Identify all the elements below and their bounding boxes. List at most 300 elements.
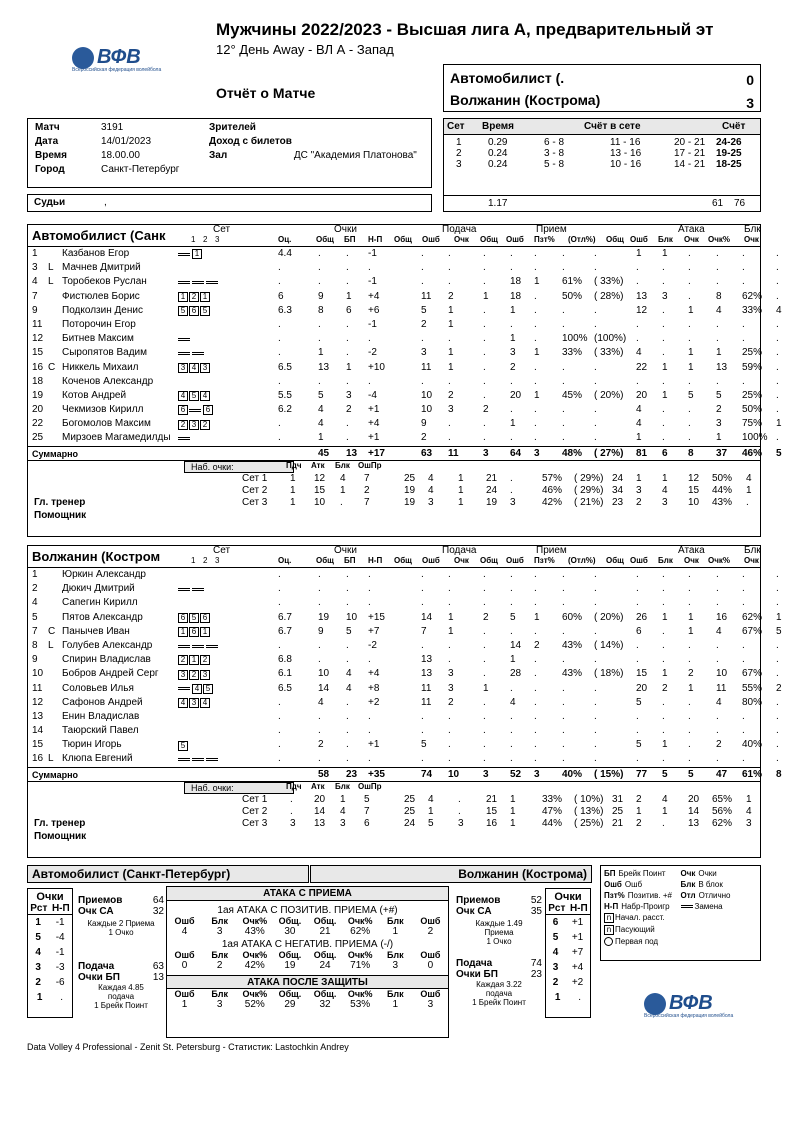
set-stat-cell: 19 — [404, 484, 416, 496]
legend-desc: Отлично — [698, 891, 731, 900]
lineup-box: 6 — [189, 306, 199, 316]
player-name: Тюрин Игорь — [62, 739, 122, 751]
recv-cell: . — [534, 304, 537, 316]
attack-cell: 1 — [688, 304, 694, 316]
set-stat-cell: 33% — [542, 793, 563, 805]
attack-cell: 50% — [742, 404, 763, 416]
serve-cell: . — [421, 710, 424, 722]
set-lineup — [178, 726, 220, 737]
team-name: Автомобилист (Санк — [32, 228, 166, 243]
sets-total-b: 76 — [734, 198, 746, 209]
attack2-title: 1ая АТАКА С НЕГАТИВ. ПРИЕМА (-/) — [221, 939, 394, 950]
rotation-row — [28, 930, 72, 945]
sub-bar — [178, 281, 190, 284]
recv-cell: . — [534, 739, 537, 751]
sum-attack: 61% — [742, 768, 763, 780]
player-number: 1 — [32, 569, 38, 580]
recv-cell: 2 — [534, 639, 540, 651]
col-recv: Прием — [536, 545, 567, 556]
rotation-row — [546, 930, 590, 945]
recv-cell: . — [562, 597, 565, 609]
player-oc: 6.2 — [278, 404, 292, 416]
page-title: Мужчины 2022/2023 - Высшая лига А, предварительный эт — [216, 20, 714, 39]
set-lineup — [178, 627, 211, 638]
l-each: Каждые 2 Приема — [87, 919, 155, 928]
info-right — [208, 121, 418, 163]
attack-cell: . — [662, 583, 665, 595]
attack-cell: . — [662, 569, 665, 580]
serve-cell: 11 — [421, 682, 432, 694]
lineup-box: 6 — [189, 627, 199, 637]
block-cell: 1 — [776, 418, 782, 430]
set-row — [444, 137, 760, 148]
set-stat-cell: 3 — [662, 496, 668, 508]
attack-head: Очк% — [242, 950, 268, 960]
player-name: Мачнев Дмитрий — [62, 262, 141, 274]
sum-recv: 52 — [510, 768, 522, 780]
attack-head: Блк — [211, 989, 229, 999]
col-attack: Атака — [678, 545, 705, 556]
points-cell: +1 — [368, 739, 380, 751]
points-cell: +7 — [368, 625, 380, 637]
attack-cell: . — [662, 347, 665, 359]
legend-key: Н-П — [604, 902, 619, 911]
col-pzt: Пзт% — [534, 556, 555, 565]
block-cell: . — [776, 347, 779, 359]
lineup-box: 5 — [203, 684, 213, 694]
volleyball-logo-icon — [72, 47, 94, 69]
lineup-box: 5 — [189, 391, 199, 401]
attack-cell: 5 — [636, 739, 642, 751]
attack-cell: . — [688, 696, 691, 708]
recv-cell: . — [510, 375, 513, 387]
l-each3: Каждая 4.85 — [98, 983, 144, 992]
set-stat-cell: 13 — [314, 817, 326, 829]
attack-cell: . — [688, 262, 691, 274]
serve-cell: 14 — [421, 611, 433, 623]
sum-serve: 11 — [448, 447, 459, 459]
attack-cell: . — [742, 710, 745, 722]
serve-cell: 13 — [421, 654, 433, 666]
attack-cell: . — [662, 276, 665, 288]
serve-cell: . — [421, 375, 424, 387]
player-pos: L — [48, 639, 54, 651]
serve-cell: . — [483, 625, 486, 637]
attack-cell: 75% — [742, 418, 763, 430]
attack-val: 19 — [284, 960, 296, 971]
lineup-box: 4 — [200, 391, 210, 401]
set-lineup — [178, 754, 220, 765]
points-cell: . — [346, 639, 349, 651]
attack-cell: 2 — [716, 739, 722, 751]
col-np: Н-П — [368, 235, 383, 244]
points-cell: . — [318, 597, 321, 609]
coach-label: Гл. тренер — [34, 496, 86, 508]
set-stat-cell: 24 — [404, 817, 416, 829]
legend-item — [681, 880, 758, 889]
serve-cell: . — [421, 597, 424, 609]
set-stat-cell: 1 — [340, 793, 346, 805]
nab-h: Блк — [335, 781, 350, 791]
nab-h: Атк — [311, 460, 325, 470]
block-cell: . — [776, 333, 779, 345]
rotation-np: -1 — [55, 917, 65, 928]
attack-cell: 25% — [742, 389, 763, 401]
legend-desc: Ошб — [624, 880, 643, 889]
col-osh: Ошб — [422, 556, 440, 565]
attack-cell: . — [662, 625, 665, 637]
points-cell: . — [318, 753, 321, 765]
player-pos: L — [48, 276, 54, 288]
set-stat-cell: 19 — [486, 496, 498, 508]
set-stat-row — [28, 473, 760, 485]
attack-val: 62% — [350, 926, 371, 937]
legend-item — [604, 913, 757, 923]
recv-cell: . — [510, 682, 513, 694]
set-lineup — [178, 249, 217, 260]
player-name: Соловьев Илья — [62, 682, 134, 694]
l-ochsa: 32 — [152, 906, 164, 917]
recv-cell: . — [594, 418, 597, 430]
player-row — [28, 625, 782, 639]
attack-head: Блк — [211, 916, 229, 926]
left-points-box — [27, 888, 73, 1018]
points-cell: . — [346, 248, 349, 259]
attack-cell: . — [716, 276, 719, 288]
set-stat-cell: 62% — [712, 817, 733, 829]
points-cell: +4 — [368, 418, 380, 430]
attack-cell: 1 — [688, 625, 694, 637]
recv-cell: . — [594, 654, 597, 666]
points-cell: . — [346, 432, 349, 444]
player-name: Никкель Михаил — [62, 361, 139, 373]
col-blk_s: Блк — [658, 235, 673, 244]
recv-cell: . — [562, 682, 565, 694]
points-cell: . — [368, 597, 371, 609]
set-cell: 10 - 16 — [610, 159, 642, 170]
attack-cell: . — [688, 290, 691, 302]
recv-cell: . — [594, 696, 597, 708]
set-stat-cell: 3 — [636, 484, 642, 496]
set-stat-cell: 6 — [364, 817, 370, 829]
points-cell: . — [346, 333, 349, 345]
set-stat-cell: 4 — [662, 793, 668, 805]
serve-cell: . — [483, 668, 486, 680]
player-oc: . — [278, 725, 281, 737]
sum-attack: 8 — [688, 447, 694, 459]
points-cell: . — [318, 725, 321, 737]
serve-cell: . — [448, 725, 451, 737]
set-stat-cell: 25 — [404, 472, 416, 484]
set-stat-cell: 1 — [458, 472, 464, 484]
attack-cell: . — [716, 318, 719, 330]
info-left — [34, 121, 180, 177]
legend-item — [604, 869, 681, 878]
spectators-label: Зрителей — [209, 122, 256, 133]
recv-cell: 20 — [510, 389, 522, 401]
points-cell: -1 — [368, 248, 377, 259]
serve-cell: . — [483, 569, 486, 580]
points-cell: . — [346, 569, 349, 580]
attack-cell: 2 — [662, 682, 668, 694]
player-number: 3 — [32, 262, 38, 274]
points-cell: 9 — [318, 290, 324, 302]
points-cell: 1 — [318, 432, 324, 444]
legend-key: Пзт% — [604, 891, 625, 900]
set-stat-cell: 12 — [688, 472, 700, 484]
rotation: 4 — [552, 947, 559, 958]
attack-cell: . — [742, 597, 745, 609]
points-cell: . — [318, 276, 321, 288]
recv-cell: . — [562, 404, 565, 416]
points-cell: +4 — [368, 668, 380, 680]
nab-h: ОшПр — [358, 460, 382, 470]
set-stat-cell: . — [290, 805, 293, 817]
serve-cell: 2 — [448, 389, 454, 401]
player-number: 13 — [32, 710, 44, 722]
attack-cell: 12 — [636, 304, 648, 316]
rotation-row — [28, 960, 72, 975]
attack-cell: 4 — [716, 625, 722, 637]
player-oc: . — [278, 333, 281, 345]
col-ochp: Очк% — [708, 235, 730, 244]
legend-key: Отл — [680, 891, 696, 900]
sum-attack: 5 — [688, 768, 694, 780]
attack-cell: . — [716, 597, 719, 609]
player-oc: . — [278, 418, 281, 430]
city-value: Санкт-Петербург — [101, 164, 180, 175]
block-cell: . — [776, 597, 779, 609]
set-stat-cell: Сет 3 — [242, 817, 268, 829]
recv-cell: . — [594, 262, 597, 274]
attack-head: Общ. — [278, 989, 302, 999]
set-stat-cell: ( 29%) — [574, 472, 604, 484]
score-team2: Волжанин (Кострома) — [450, 92, 601, 108]
attack-head: Очк% — [242, 989, 268, 999]
legend-desc: Брейк Поинт — [618, 869, 666, 878]
player-oc: . — [278, 347, 281, 359]
points-cell: . — [346, 725, 349, 737]
set-stat-cell: . — [662, 817, 665, 829]
legend-item — [681, 869, 758, 878]
sets-h-time: Время — [482, 121, 514, 132]
block-cell: . — [776, 432, 779, 444]
points-cell: . — [346, 347, 349, 359]
points-cell: . — [318, 710, 321, 722]
attack-cell: 62% — [742, 611, 763, 623]
sum-serve: 74 — [421, 768, 433, 780]
r-each2: Приема — [484, 928, 514, 937]
player-number: 11 — [32, 318, 43, 330]
points-cell: 8 — [318, 304, 324, 316]
recv-cell: . — [594, 432, 597, 444]
recv-cell: . — [534, 333, 537, 345]
serve-cell: . — [483, 361, 486, 373]
lineup-box: 2 — [178, 655, 188, 665]
player-oc: 6.8 — [278, 654, 292, 666]
set-lineup — [178, 306, 211, 317]
attack-cell: . — [662, 304, 665, 316]
serve-cell: 1 — [483, 290, 489, 302]
recv-cell: 1 — [510, 333, 516, 345]
recv-cell: 1 — [534, 347, 540, 359]
set-cell: 1 — [456, 137, 462, 148]
attack-cell: 1 — [688, 347, 694, 359]
rotation-row — [546, 960, 590, 975]
set-stat-cell: 44% — [712, 484, 733, 496]
set-stat-cell: 21 — [612, 817, 624, 829]
serve-cell: . — [448, 375, 451, 387]
player-pos: L — [48, 262, 54, 274]
lineup-box: 5 — [178, 741, 188, 751]
rotation: 6 — [552, 917, 559, 928]
rotation-row — [546, 990, 590, 1005]
match-value: 3191 — [101, 122, 124, 133]
points-cell: 4 — [318, 418, 324, 430]
col-set-sub: 3 — [215, 235, 220, 244]
serve-cell: . — [483, 276, 486, 288]
recv-cell: . — [594, 710, 597, 722]
recv-cell: . — [534, 696, 537, 708]
attack-cell: 1 — [716, 347, 722, 359]
set-cell: 24-26 — [716, 137, 742, 148]
serve-cell: 2 — [421, 432, 427, 444]
rotation-np: +1 — [571, 917, 584, 928]
recv-cell: . — [562, 753, 565, 765]
sub-bar — [206, 281, 218, 284]
serve-cell: . — [421, 725, 424, 737]
set-cell: 13 - 16 — [610, 148, 642, 159]
recv-cell: 3 — [510, 347, 516, 359]
attack-val: 2 — [427, 926, 434, 937]
points-cell: . — [368, 262, 371, 274]
set-cell: 11 - 16 — [610, 137, 641, 148]
attack-cell: . — [688, 583, 691, 595]
set-stat-cell: 1 — [662, 805, 668, 817]
set-stat-cell: 3 — [340, 817, 346, 829]
sum-recv: 48% — [562, 447, 583, 459]
sets-total-time: 1.17 — [488, 198, 508, 209]
player-row — [28, 332, 779, 346]
rotation-np: -3 — [55, 962, 65, 973]
set-stat-cell: 44% — [542, 817, 563, 829]
recv-cell: . — [534, 248, 537, 259]
recv-cell: . — [534, 262, 537, 274]
points-cell: . — [368, 710, 371, 722]
set-stat-cell: 2 — [364, 484, 370, 496]
right-summary — [456, 895, 542, 1007]
set-cell: 2 — [456, 148, 462, 159]
attack-cell: . — [688, 569, 691, 580]
coach-label: Гл. тренер — [34, 817, 86, 829]
attack-cell: . — [636, 276, 639, 288]
recv-cell: 1 — [510, 654, 516, 666]
first-serve-icon — [604, 937, 613, 946]
attack-val: 3 — [392, 960, 399, 971]
legend-desc: Замена — [694, 902, 723, 911]
legend-item — [681, 902, 758, 911]
attack-cell: . — [688, 418, 691, 430]
nab-label: Наб. очки: — [184, 782, 294, 794]
time-label: Время — [35, 150, 67, 161]
recv-cell: . — [534, 418, 537, 430]
serve-cell: . — [483, 304, 486, 316]
player-number: 4 — [32, 597, 38, 609]
col-oc: Оц. — [278, 556, 292, 565]
col-serve: Подача — [442, 224, 477, 235]
attack-cell: 20 — [636, 682, 648, 694]
set-lineup — [178, 263, 220, 274]
attack-cell: 16 — [716, 611, 728, 623]
set-stat-cell: 4 — [428, 472, 434, 484]
r-bp-label: Очки БП — [456, 969, 498, 980]
player-row — [28, 611, 782, 625]
block-cell: . — [776, 696, 779, 708]
set-stat-cell: 16 — [486, 817, 498, 829]
recv-cell: 1 — [534, 276, 540, 288]
points-cell: . — [318, 333, 321, 345]
set-stat-cell: 7 — [364, 472, 370, 484]
attack-cell: 4 — [636, 418, 642, 430]
set-stat-cell: 1 — [510, 793, 516, 805]
sum-points: +17 — [368, 447, 385, 459]
player-oc: . — [278, 639, 281, 651]
sub-bar-icon — [681, 905, 693, 908]
attack-cell: . — [742, 248, 745, 259]
attack-head: Общ. — [313, 989, 337, 999]
col-bp: БП — [344, 235, 356, 244]
player-oc: . — [278, 375, 281, 387]
rotation-np: +7 — [571, 947, 584, 958]
points-cell: 14 — [318, 682, 330, 694]
attack-head: Очк% — [347, 950, 373, 960]
sets-total-a: 61 — [712, 198, 724, 209]
col-set-sub: 2 — [203, 556, 208, 565]
serve-cell: 11 — [421, 361, 432, 373]
serve-cell: 1 — [448, 625, 454, 637]
set-stat-cell: . — [510, 472, 513, 484]
recv-cell: . — [510, 569, 513, 580]
sum-points: 13 — [346, 447, 358, 459]
points-cell: -4 — [368, 389, 377, 401]
sum-serve: 10 — [448, 768, 460, 780]
lineup-box: 3 — [178, 670, 188, 680]
player-oc: . — [278, 696, 281, 708]
player-row — [28, 375, 779, 389]
attack-cell: . — [742, 654, 745, 666]
player-oc: . — [278, 318, 281, 330]
sets-h-score-in: Счёт в сете — [584, 121, 641, 132]
attack-cell: 67% — [742, 625, 763, 637]
logo-text: ВФВ — [97, 46, 141, 68]
points-cell: . — [346, 739, 349, 751]
sum-recv: 3 — [534, 768, 540, 780]
set-stat-cell: 56% — [712, 805, 733, 817]
set-stat-cell: 2 — [636, 496, 642, 508]
attack-cell: 62% — [742, 290, 763, 302]
player-row — [28, 710, 779, 724]
team-header — [28, 225, 760, 247]
logo-subtext: Всероссийская федерация волейбола — [72, 67, 162, 73]
set-stat-cell: 1 — [340, 484, 346, 496]
player-row — [28, 261, 779, 275]
player-number: 2 — [32, 583, 38, 595]
recv-cell: 5 — [510, 611, 516, 623]
attack-val: 30 — [284, 926, 296, 937]
set-stat-cell: Сет 1 — [242, 472, 268, 484]
set-lineup — [178, 377, 220, 388]
recv-cell: 14 — [510, 639, 522, 651]
